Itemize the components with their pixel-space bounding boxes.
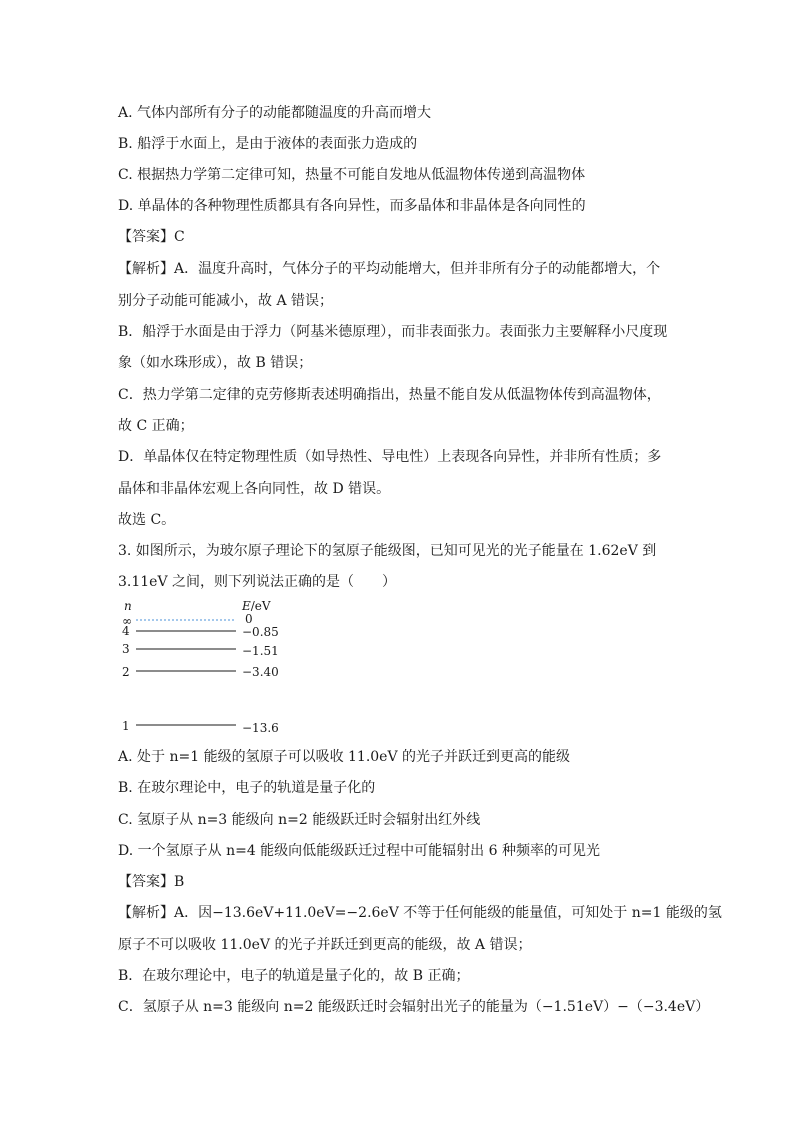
level-n-label: ∞	[122, 614, 132, 628]
conclusion-line: 故选 C。	[118, 512, 176, 528]
explanation-line: 【解析】A．因−13.6eV+11.0eV=−2.6eV 不等于任何能级的能量值，可知处于 n=1 能级的氢	[118, 905, 722, 921]
stem-line: 3. 如图所示，为玻尔原子理论下的氢原子能级图，已知可见光的光子能量在 1.62eV 到	[118, 543, 657, 559]
explanation-line: 别分子动能可能减小，故 A 错误；	[118, 293, 334, 309]
level-energy-label: 0	[245, 612, 253, 626]
explanation-line: 故 C 正确；	[118, 418, 194, 434]
level-n-label: 4	[122, 624, 130, 638]
explanation-line: D．单晶体仅在特定物理性质（如导热性、导电性）上表现各向异性，并非所有性质；多	[118, 449, 662, 465]
answer-label: 【答案】B	[118, 874, 185, 890]
option-b: B. 在玻尔理论中，电子的轨道是量子化的	[118, 780, 376, 796]
energy-level-diagram	[118, 598, 318, 738]
explanation-line: 晶体和非晶体宏观上各向同性，故 D 错误。	[118, 481, 391, 497]
energy-axis-label: E/eV	[242, 599, 271, 613]
option-a: A. 处于 n=1 能级的氢原子可以吸收 11.0eV 的光子并跃迁到更高的能级	[118, 749, 571, 765]
explanation-line: B．船浮于水面是由于浮力（阿基米德原理），而非表面张力。表面张力主要解释小尺度现	[118, 324, 668, 340]
explanation-line: C．热力学第二定律的克劳修斯表述明确指出，热量不能自发从低温物体传到高温物体，	[118, 387, 661, 403]
explanation-line: B．在玻尔理论中，电子的轨道是量子化的，故 B 正确；	[118, 968, 470, 984]
explanation-line: 原子不可以吸收 11.0eV 的光子并跃迁到更高的能级，故 A 错误；	[118, 937, 532, 953]
option-a: A. 气体内部所有分子的动能都随温度的升高而增大	[118, 105, 432, 121]
n-axis-label: n	[124, 599, 132, 613]
explanation-line: 象（如水珠形成），故 B 错误；	[118, 355, 313, 371]
level-n-label: 3	[122, 642, 130, 656]
stem-line: 3.11eV 之间，则下列说法正确的是（ ）	[118, 574, 397, 590]
option-d: D. 一个氢原子从 n=4 能级向低能级跃迁过程中可能辐射出 6 种频率的可见光	[118, 843, 600, 859]
level-energy-label: −3.40	[242, 665, 279, 679]
option-c: C. 根据热力学第二定律可知，热量不可能自发地从低温物体传递到高温物体	[118, 167, 586, 183]
level-energy-label: −0.85	[242, 625, 279, 639]
option-c: C. 氢原子从 n=3 能级向 n=2 能级跃迁时会辐射出红外线	[118, 812, 481, 828]
level-energy-label: −1.51	[242, 644, 279, 658]
level-n-label: 1	[122, 719, 130, 733]
level-n-label: 2	[122, 665, 130, 679]
level-energy-label: −13.6	[242, 721, 279, 735]
option-d: D. 单晶体的各种物理性质都具有各向异性，而多晶体和非晶体是各向同性的	[118, 198, 586, 214]
explanation-line: C．氢原子从 n=3 能级向 n=2 能级跃迁时会辐射出光子的能量为（−1.51eV）−（−3.4eV）	[118, 999, 710, 1015]
answer-label: 【答案】C	[118, 229, 185, 245]
explanation-line: 【解析】A．温度升高时，气体分子的平均动能增大，但并非所有分子的动能都增大，个	[118, 261, 661, 277]
option-b: B. 船浮于水面上，是由于液体的表面张力造成的	[118, 136, 418, 152]
